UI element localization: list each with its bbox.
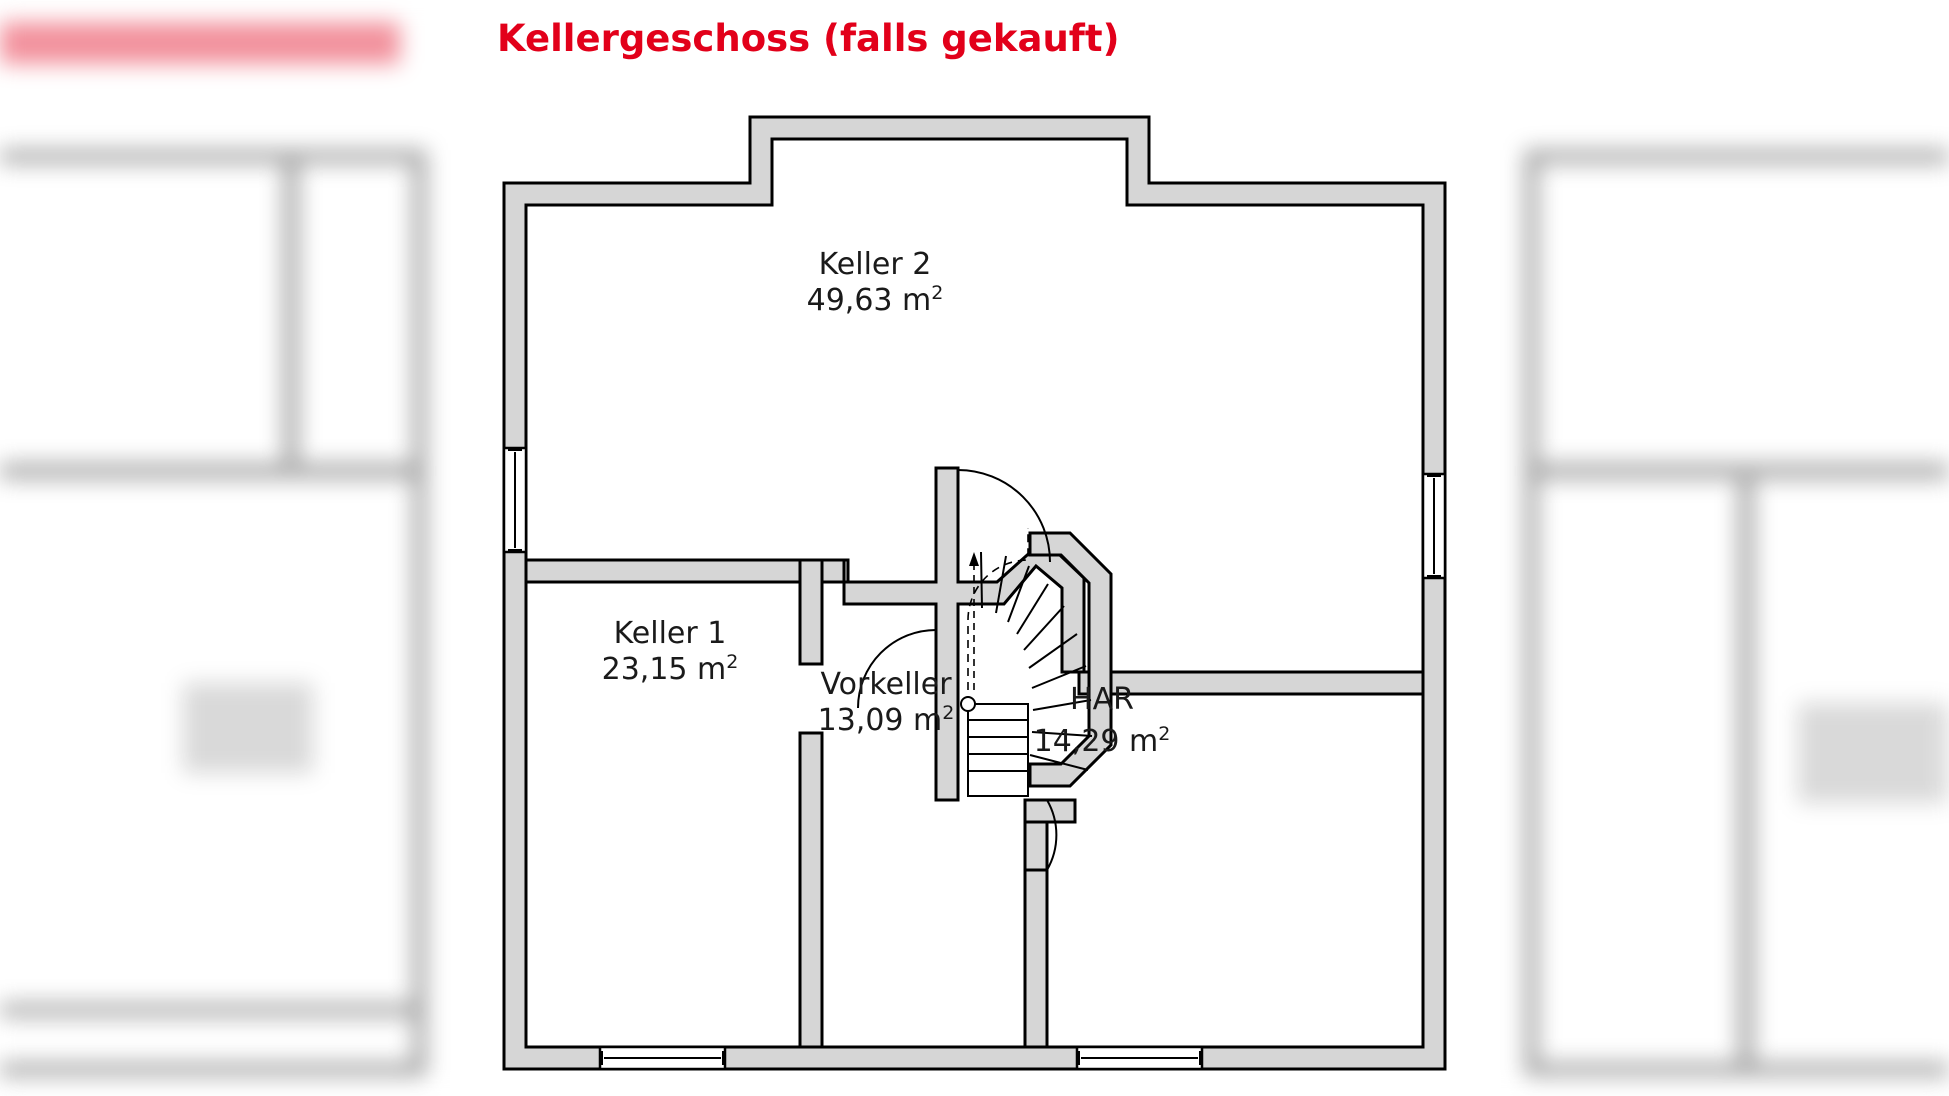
interior-wall-horizontal-left (526, 560, 822, 582)
blurred-right-page (1465, 0, 1949, 1096)
window-left (504, 448, 526, 552)
window-bottom-left (600, 1047, 725, 1069)
interior-wall-vertical-keller1 (800, 560, 822, 664)
interior-wall-stairhall-bottom (1025, 800, 1075, 822)
interior-wall-vertical-keller1-lower (800, 733, 822, 1047)
window-bottom-right (1077, 1047, 1202, 1069)
sup-keller-1: 2 (726, 651, 739, 673)
blurred-left-plan (0, 150, 426, 1076)
blurred-right-plan (1525, 150, 1949, 1076)
sup-vorkeller: 2 (942, 702, 955, 724)
room-label-vorkeller: Vorkeller (820, 667, 952, 702)
room-label-har: HAR (1070, 682, 1134, 717)
sup-keller-2: 2 (931, 282, 944, 304)
window-right (1423, 474, 1445, 578)
room-label-keller-1: Keller 1 (613, 616, 727, 651)
page-title: Kellergeschoss (falls gekauft) (497, 17, 1120, 60)
room-area-keller-2: 49,63 $m^2$ (806, 282, 944, 318)
blurred-left-page (0, 0, 484, 1096)
room-area-keller-1: 23,15 $m^2$ (601, 651, 739, 687)
room-area-vorkeller: 13,09 $m^2$ (817, 702, 955, 738)
blurred-left-title (0, 22, 400, 64)
interior-wall-vertical-har (1025, 800, 1047, 1047)
sup-har: 2 (1158, 723, 1171, 745)
room-area-har: 14,29 $m^2$ (1033, 723, 1171, 759)
floorplan-canvas (484, 0, 1465, 1096)
room-label-keller-2: Keller 2 (818, 247, 932, 282)
